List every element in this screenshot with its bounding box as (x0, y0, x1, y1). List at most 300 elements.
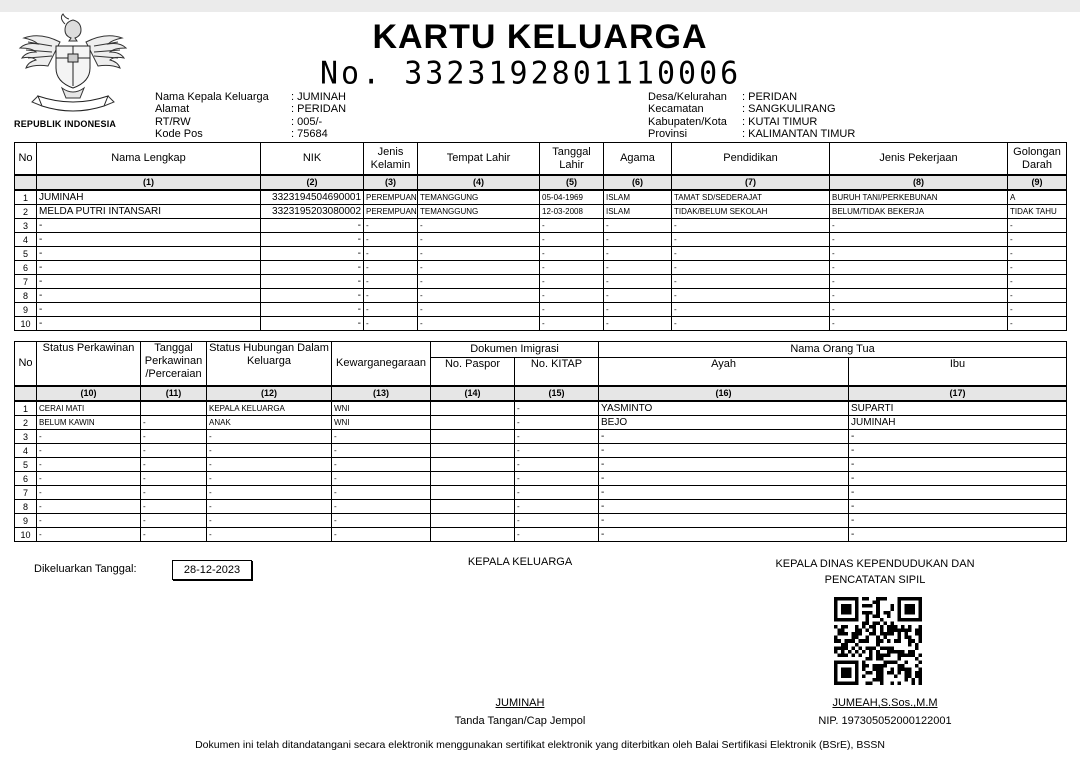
table-cell: SUPARTI (849, 401, 1067, 416)
info-value: : PERIDAN (291, 103, 347, 116)
table-cell: - (1008, 219, 1067, 233)
table-cell: - (1008, 233, 1067, 247)
table-cell: - (830, 233, 1008, 247)
table-row (15, 430, 1067, 444)
table-cell: - (1008, 247, 1067, 261)
col-header: Ibu (849, 358, 1067, 387)
table-cell: - (1008, 289, 1067, 303)
table-cell: - (207, 500, 332, 514)
col-header: Dokumen Imigrasi (431, 342, 599, 358)
table-cell (431, 500, 515, 514)
table-row (15, 317, 1067, 331)
table-cell: - (540, 275, 604, 289)
table-cell: - (141, 444, 207, 458)
table-cell: - (37, 289, 261, 303)
row-number: 7 (15, 275, 37, 289)
table-row (15, 289, 1067, 303)
table-row (15, 205, 1067, 219)
row-number: 8 (15, 500, 37, 514)
info-label: Kode Pos (155, 127, 203, 140)
table-cell: - (37, 303, 261, 317)
table-cell: - (849, 486, 1067, 500)
row-number: 6 (15, 261, 37, 275)
table-cell: - (332, 458, 431, 472)
table-cell: - (849, 528, 1067, 542)
table-cell: - (1008, 303, 1067, 317)
table-row (15, 247, 1067, 261)
row-number: 4 (15, 444, 37, 458)
table-cell (431, 528, 515, 542)
row-number: 7 (15, 486, 37, 500)
info-row-postcode (155, 128, 346, 140)
table-cell: - (141, 486, 207, 500)
table-cell: - (830, 275, 1008, 289)
members-table (14, 142, 1067, 331)
table-cell: - (515, 416, 599, 430)
table-cell (431, 514, 515, 528)
agency-head-name: JUMEAH,S.Sos.,M.M (832, 697, 938, 709)
qr-code-icon (834, 597, 922, 685)
info-label: Nama Kepala Keluarga (155, 91, 269, 103)
table-cell: - (141, 500, 207, 514)
table-cell: - (364, 303, 418, 317)
table-cell: - (515, 528, 599, 542)
table-cell: - (540, 303, 604, 317)
members-header-row (15, 143, 1067, 176)
table-cell: - (672, 247, 830, 261)
table-cell: - (207, 486, 332, 500)
row-number: 10 (15, 317, 37, 331)
table-cell: WNI (332, 416, 431, 430)
signature-caption: Tanda Tangan/Cap Jempol (454, 715, 586, 727)
agency-title-line1: KEPALA DINAS KEPENDUDUKAN DAN (775, 558, 975, 570)
row-number: 10 (15, 528, 37, 542)
table-cell: - (540, 289, 604, 303)
col-index: (12) (207, 386, 332, 401)
table-cell: - (540, 219, 604, 233)
table-cell: 3323194504690001 (261, 190, 364, 205)
table-row (15, 401, 1067, 416)
table-cell: - (418, 275, 540, 289)
col-index (15, 175, 37, 190)
row-number: 9 (15, 514, 37, 528)
col-header: NIK (261, 143, 364, 176)
table-cell: - (672, 289, 830, 303)
table-cell: - (207, 528, 332, 542)
row-number: 1 (15, 190, 37, 205)
issued-label: Dikeluarkan Tanggal: (34, 563, 137, 575)
table-cell: - (37, 275, 261, 289)
table-cell: - (830, 317, 1008, 331)
info-row-regency (648, 116, 855, 128)
row-number: 4 (15, 233, 37, 247)
table-cell: - (1008, 317, 1067, 331)
table-cell: - (261, 233, 364, 247)
col-index: (16) (599, 386, 849, 401)
table-cell: - (830, 303, 1008, 317)
table-cell: - (515, 514, 599, 528)
table-row (15, 275, 1067, 289)
col-header: No (15, 143, 37, 176)
table-cell: - (849, 444, 1067, 458)
table-cell: - (261, 289, 364, 303)
table-cell: - (261, 261, 364, 275)
info-row-district (648, 103, 855, 115)
table-cell: - (37, 472, 141, 486)
table-cell: - (332, 500, 431, 514)
info-value: : KALIMANTAN TIMUR (742, 127, 856, 140)
table-cell (431, 430, 515, 444)
col-header: Nama Lengkap (37, 143, 261, 176)
table-cell: - (599, 528, 849, 542)
col-header: Kewarganegaraan (332, 342, 431, 387)
table-cell: - (599, 444, 849, 458)
table-cell: 05-04-1969 (540, 190, 604, 205)
table-cell: 3323195203080002 (261, 205, 364, 219)
table-cell (431, 486, 515, 500)
table-cell: PEREMPUAN (364, 190, 418, 205)
table-row (15, 486, 1067, 500)
table-cell: - (418, 303, 540, 317)
table-cell: - (37, 317, 261, 331)
table-cell: - (849, 458, 1067, 472)
table-cell: - (364, 261, 418, 275)
table-cell: - (37, 514, 141, 528)
table-cell: ISLAM (604, 190, 672, 205)
table-cell: - (515, 500, 599, 514)
family-card-number: No. 3323192801110006 (320, 55, 742, 92)
table-cell: - (207, 458, 332, 472)
col-header: Tanggal Lahir (540, 143, 604, 176)
table-row (15, 190, 1067, 205)
table-cell: - (672, 317, 830, 331)
info-row-address (155, 103, 346, 115)
col-header: Status Hubungan Dalam Keluarga (207, 342, 332, 387)
info-label: Provinsi (648, 127, 688, 140)
table-cell (431, 401, 515, 416)
col-header: No (15, 342, 37, 387)
col-header: Golongan Darah (1008, 143, 1067, 176)
table-cell (431, 472, 515, 486)
table-cell: TIDAK TAHU (1008, 205, 1067, 219)
info-label: Kecamatan (648, 103, 704, 116)
table-cell: - (332, 528, 431, 542)
col-index: (17) (849, 386, 1067, 401)
table-cell: - (418, 289, 540, 303)
row-number: 1 (15, 401, 37, 416)
col-index: (5) (540, 175, 604, 190)
relations-index-row (15, 386, 1067, 401)
table-cell: TIDAK/BELUM SEKOLAH (672, 205, 830, 219)
table-cell: - (540, 233, 604, 247)
table-cell: - (604, 247, 672, 261)
row-number: 6 (15, 472, 37, 486)
table-cell: MELDA PUTRI INTANSARI (37, 205, 261, 219)
table-row (15, 472, 1067, 486)
info-value: : PERIDAN (742, 91, 798, 103)
agency-title (760, 556, 990, 588)
info-value: : KUTAI TIMUR (742, 115, 818, 128)
table-row (15, 416, 1067, 430)
col-index: (13) (332, 386, 431, 401)
table-row (15, 514, 1067, 528)
table-cell: BURUH TANI/PERKEBUNAN (830, 190, 1008, 205)
table-row (15, 458, 1067, 472)
row-number: 2 (15, 205, 37, 219)
table-cell: - (364, 219, 418, 233)
info-label: Alamat (155, 103, 190, 116)
table-cell: - (604, 275, 672, 289)
row-number: 5 (15, 458, 37, 472)
table-cell: - (672, 275, 830, 289)
table-cell: - (849, 472, 1067, 486)
table-cell: - (599, 486, 849, 500)
col-header: Jenis Pekerjaan (830, 143, 1008, 176)
table-cell: - (141, 528, 207, 542)
col-index: (9) (1008, 175, 1067, 190)
agency-title-line2: PENCATATAN SIPIL (824, 574, 926, 586)
row-number: 9 (15, 303, 37, 317)
top-bar (0, 0, 1080, 12)
col-index: (4) (418, 175, 540, 190)
footer-note: Dokumen ini telah ditandatangani secara elektronik menggunakan sertifikat elektronik yang diterbitkan oleh Balai Sertifikasi Elektronik (BSrE), BSSN (195, 739, 885, 751)
table-row (15, 528, 1067, 542)
info-value: : JUMINAH (291, 91, 346, 103)
table-cell: - (37, 247, 261, 261)
table-cell: - (672, 261, 830, 275)
table-cell: - (37, 458, 141, 472)
table-cell: - (599, 500, 849, 514)
family-head-title: KEPALA KELUARGA (467, 556, 573, 568)
info-label: Desa/Kelurahan (648, 91, 727, 103)
table-cell: - (515, 486, 599, 500)
table-cell: - (332, 486, 431, 500)
table-cell: - (1008, 261, 1067, 275)
table-cell: - (364, 275, 418, 289)
col-index: (6) (604, 175, 672, 190)
table-cell: - (515, 458, 599, 472)
table-row (15, 261, 1067, 275)
table-row (15, 444, 1067, 458)
table-cell: WNI (332, 401, 431, 416)
table-cell (431, 458, 515, 472)
table-cell: ISLAM (604, 205, 672, 219)
table-cell: - (418, 219, 540, 233)
table-cell (431, 416, 515, 430)
table-cell: - (672, 303, 830, 317)
table-cell: - (141, 514, 207, 528)
info-left (155, 91, 346, 140)
family-head-signature (440, 697, 600, 727)
table-cell: - (364, 289, 418, 303)
col-header: Jenis Kelamin (364, 143, 418, 176)
table-cell: - (604, 303, 672, 317)
table-row (15, 219, 1067, 233)
table-row (15, 303, 1067, 317)
info-row-head (155, 91, 346, 103)
col-header: Nama Orang Tua (599, 342, 1067, 358)
table-cell: - (830, 261, 1008, 275)
col-header: No. Paspor (431, 358, 515, 387)
table-cell: - (261, 247, 364, 261)
table-cell: - (540, 261, 604, 275)
table-cell: - (830, 219, 1008, 233)
row-number: 3 (15, 430, 37, 444)
table-cell: - (849, 430, 1067, 444)
table-cell: - (599, 514, 849, 528)
table-cell: - (418, 233, 540, 247)
table-cell: - (332, 430, 431, 444)
table-cell: BEJO (599, 416, 849, 430)
col-index: (15) (515, 386, 599, 401)
table-cell: - (37, 486, 141, 500)
col-header: Pendidikan (672, 143, 830, 176)
table-cell: - (604, 289, 672, 303)
table-cell: BELUM/TIDAK BEKERJA (830, 205, 1008, 219)
agency-signature (770, 697, 1000, 727)
table-cell: JUMINAH (849, 416, 1067, 430)
table-cell: - (261, 275, 364, 289)
table-cell: - (604, 261, 672, 275)
table-cell: - (830, 247, 1008, 261)
table-cell: - (599, 430, 849, 444)
table-cell: - (37, 500, 141, 514)
table-cell: - (364, 233, 418, 247)
table-cell: CERAI MATI (37, 401, 141, 416)
info-value: : 005/- (291, 115, 323, 128)
table-cell: - (261, 317, 364, 331)
table-cell: - (37, 444, 141, 458)
table-cell: - (599, 472, 849, 486)
table-cell: - (604, 317, 672, 331)
table-cell (141, 401, 207, 416)
col-header: Tempat Lahir (418, 143, 540, 176)
table-cell: - (37, 430, 141, 444)
family-head-name: JUMINAH (495, 697, 545, 709)
table-cell: - (261, 219, 364, 233)
col-header: Status Perkawinan (37, 342, 141, 387)
row-number: 8 (15, 289, 37, 303)
table-cell: 12-03-2008 (540, 205, 604, 219)
col-index (15, 386, 37, 401)
table-cell: KEPALA KELUARGA (207, 401, 332, 416)
table-cell: - (1008, 275, 1067, 289)
relations-table (14, 341, 1067, 542)
table-row (15, 233, 1067, 247)
table-cell: - (364, 317, 418, 331)
table-cell: - (599, 458, 849, 472)
table-cell: ANAK (207, 416, 332, 430)
table-cell: - (515, 472, 599, 486)
table-cell: - (141, 458, 207, 472)
table-cell: - (261, 303, 364, 317)
col-header: Ayah (599, 358, 849, 387)
info-label: RT/RW (155, 115, 191, 128)
table-cell: BELUM KAWIN (37, 416, 141, 430)
table-cell: - (672, 233, 830, 247)
table-cell: - (207, 444, 332, 458)
col-index: (14) (431, 386, 515, 401)
table-cell: - (849, 514, 1067, 528)
col-header: Agama (604, 143, 672, 176)
table-row (15, 500, 1067, 514)
col-index: (1) (37, 175, 261, 190)
table-cell: - (37, 261, 261, 275)
table-cell: - (141, 472, 207, 486)
col-index: (10) (37, 386, 141, 401)
col-header: Tanggal Perkawinan /Perceraian (141, 342, 207, 387)
table-cell: - (418, 261, 540, 275)
table-cell: TEMANGGUNG (418, 190, 540, 205)
row-number: 3 (15, 219, 37, 233)
table-cell: - (540, 247, 604, 261)
table-cell: - (141, 416, 207, 430)
table-cell: - (418, 247, 540, 261)
table-cell: - (37, 219, 261, 233)
table-cell: - (37, 528, 141, 542)
info-value: : SANGKULIRANG (742, 103, 836, 116)
table-cell: - (207, 472, 332, 486)
table-cell: - (364, 247, 418, 261)
table-cell: - (141, 430, 207, 444)
table-cell: - (515, 430, 599, 444)
page-title: KARTU KELUARGA (372, 18, 708, 56)
table-cell: - (418, 317, 540, 331)
table-cell: - (830, 289, 1008, 303)
col-index: (7) (672, 175, 830, 190)
row-number: 5 (15, 247, 37, 261)
table-cell: - (207, 514, 332, 528)
col-index: (11) (141, 386, 207, 401)
table-cell (431, 444, 515, 458)
info-label: Kabupaten/Kota (648, 115, 727, 128)
table-cell: - (849, 500, 1067, 514)
table-cell: YASMINTO (599, 401, 849, 416)
col-index: (3) (364, 175, 418, 190)
relations-header-row-1 (15, 342, 1067, 358)
table-cell: TEMANGGUNG (418, 205, 540, 219)
table-cell: - (515, 401, 599, 416)
info-row-village (648, 91, 855, 103)
col-header: No. KITAP (515, 358, 599, 387)
agency-head-nip: NIP. 197305052000122001 (818, 715, 952, 727)
row-number: 2 (15, 416, 37, 430)
col-index: (2) (261, 175, 364, 190)
table-cell: - (332, 514, 431, 528)
table-cell: - (672, 219, 830, 233)
table-cell: - (604, 233, 672, 247)
table-cell: - (515, 444, 599, 458)
table-cell: - (37, 233, 261, 247)
table-cell: - (332, 444, 431, 458)
table-cell: A (1008, 190, 1067, 205)
info-right (648, 91, 855, 140)
table-cell: - (207, 430, 332, 444)
table-cell: - (540, 317, 604, 331)
members-index-row (15, 175, 1067, 190)
col-index: (8) (830, 175, 1008, 190)
info-row-province (648, 128, 855, 140)
info-row-rtrw (155, 116, 346, 128)
table-cell: - (332, 472, 431, 486)
info-value: : 75684 (291, 127, 328, 140)
table-cell: JUMINAH (37, 190, 261, 205)
table-cell: - (604, 219, 672, 233)
emblem-label: REPUBLIK INDONESIA (14, 119, 117, 129)
issued-date: 28-12-2023 (172, 560, 252, 580)
table-cell: PEREMPUAN (364, 205, 418, 219)
table-cell: TAMAT SD/SEDERAJAT (672, 190, 830, 205)
